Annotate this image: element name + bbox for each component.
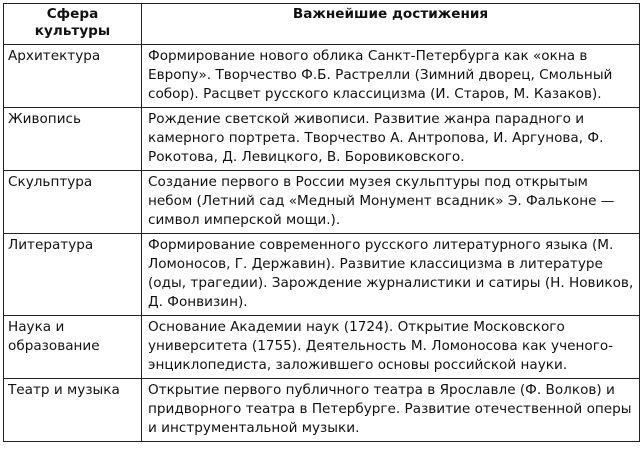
header-sphere: Сфера культуры — [4, 4, 142, 45]
header-achievements: Важнейшие достижения — [142, 4, 640, 45]
table-row — [4, 108, 640, 171]
row-achievements: Основание Академии наук (1724). Открытие Московского университета (1755). Деятельность М. Ломоносова как ученого-энциклопедиста, заложившего основы российской науки. — [142, 316, 640, 379]
culture-achievements-table — [3, 3, 640, 442]
row-achievements: Открытие первого публичного театра в Ярославле (Ф. Волков) и придворного театра в Петербурге. Развитие отечественной оперы и инструментальной музыки. — [142, 379, 640, 442]
row-achievements: Создание первого в России музея скульптуры под открытым небом (Летний сад «Медный Монумент всадник» Э. Фальконе — символ имперской мощи.). — [142, 171, 640, 234]
table-row — [4, 316, 640, 379]
row-sphere: Живопись — [4, 108, 142, 171]
table-row — [4, 379, 640, 442]
table-row — [4, 171, 640, 234]
table-header-row — [4, 4, 640, 45]
row-achievements: Формирование нового облика Санкт-Петербурга как «окна в Европу». Творчество Ф.Б. Растрелли (Зимний дворец, Смольный собор). Расцвет русского классицизма (И. Старов, М. Казаков). — [142, 45, 640, 108]
table-row — [4, 45, 640, 108]
row-sphere: Литература — [4, 234, 142, 316]
row-achievements: Рождение светской живописи. Развитие жанра парадного и камерного портрета. Творчество А. Антропова, И. Аргунова, Ф. Рокотова, Д. Левицкого, В. Боровиковского. — [142, 108, 640, 171]
row-sphere: Наука и образование — [4, 316, 142, 379]
row-sphere: Театр и музыка — [4, 379, 142, 442]
row-sphere: Скульптура — [4, 171, 142, 234]
row-sphere: Архитектура — [4, 45, 142, 108]
table-row — [4, 234, 640, 316]
row-achievements: Формирование современного русского литературного языка (М. Ломоносов, Г. Державин). Развитие классицизма в литературе (оды, трагедии). Зарождение журналистики и сатиры (Н. Новиков, Д. Фонвизин). — [142, 234, 640, 316]
